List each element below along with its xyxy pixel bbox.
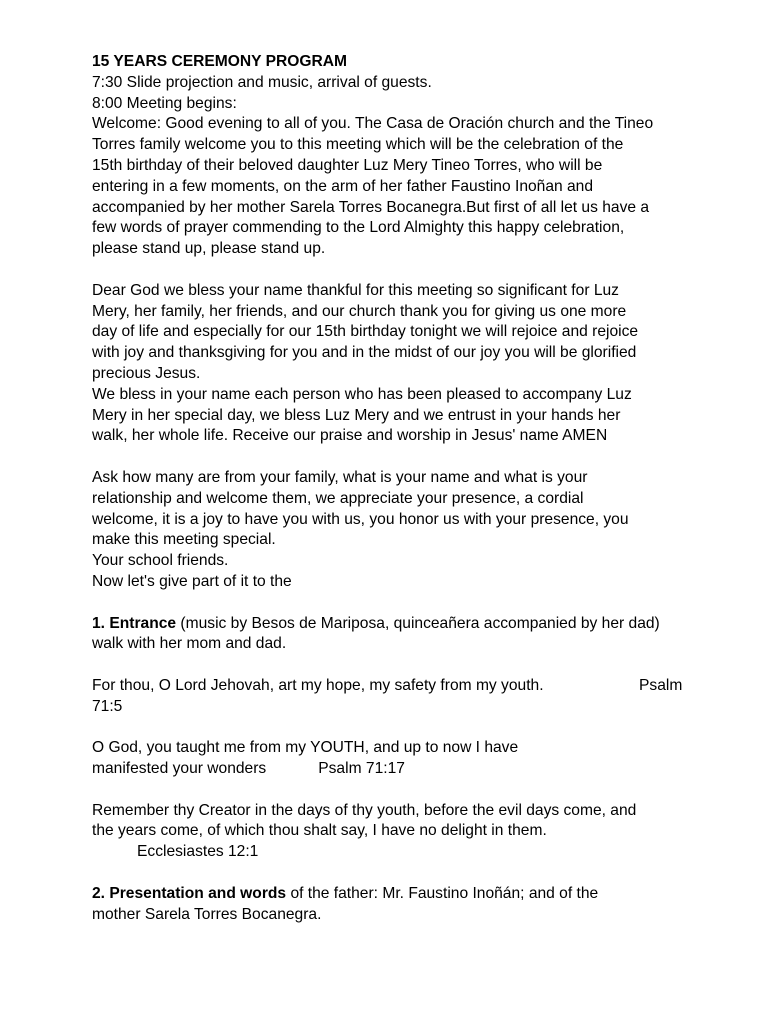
welcome-paragraph (92, 114, 688, 260)
presentation-heading: 2. Presentation and words (92, 884, 287, 902)
entrance-line (92, 614, 688, 635)
verse-citation: Ecclesiastes 12:1 (137, 843, 259, 861)
family-line: welcome, it is a joy to have you with us, you honor us with your presence, you (92, 510, 629, 528)
prayer-line: walk, her whole life. Receive our praise and worship in Jesus' name AMEN (92, 427, 608, 445)
verse-line: Remember thy Creator in the days of thy youth, before the evil days come, and (92, 801, 637, 819)
presentation-line: mother Sarela Torres Bocanegra. (92, 905, 322, 923)
welcome-line: few words of prayer commending to the Lord Almighty this happy celebration, (92, 219, 625, 237)
entrance-description: (music by Besos de Mariposa, quinceañera accompanied by her dad) (176, 614, 660, 632)
verse-ecclesiastes-12-1 (92, 801, 688, 863)
family-line: relationship and welcome them, we appreciate your presence, a cordial (92, 489, 584, 507)
prayer-line: Dear God we bless your name thankful for this meeting so significant for Luz (92, 281, 619, 299)
entrance-section (92, 614, 688, 656)
welcome-line: Welcome: Good evening to all of you. The Casa de Oración church and the Tineo (92, 115, 654, 133)
verse-psalm-71-17 (92, 738, 688, 780)
paragraph-gap (92, 655, 688, 676)
presentation-description: of the father: Mr. Faustino Inoñán; and of the (286, 884, 599, 902)
verse-citation: Psalm 71:17 (318, 760, 405, 778)
family-line: Now let's give part of it to the (92, 572, 292, 590)
paragraph-gap (92, 863, 688, 884)
prayer-line: with joy and thanksgiving for you and in the midst of our joy you will be glorified (92, 344, 637, 362)
paragraph-gap (92, 260, 688, 281)
welcome-line: Torres family welcome you to this meeting which will be the celebration of the (92, 136, 624, 154)
family-line: Your school friends. (92, 552, 229, 570)
verse-line: the years come, of which thou shalt say, I have no delight in them. (92, 822, 547, 840)
presentation-section (92, 884, 688, 926)
family-line: Ask how many are from your family, what is your name and what is your (92, 468, 588, 486)
presentation-line (92, 884, 688, 905)
verse-text: For thou, O Lord Jehovah, art my hope, my safety from my youth. (92, 676, 544, 694)
verse-line: O God, you taught me from my YOUTH, and up to now I have (92, 739, 519, 757)
welcome-line: entering in a few moments, on the arm of her father Faustino Inoñan and (92, 177, 594, 195)
verse-line (92, 759, 688, 780)
prayer-line: Mery, her family, her friends, and our church thank you for giving us one more (92, 302, 627, 320)
schedule-line: 8:00 Meeting begins: (92, 94, 237, 112)
verse-psalm-71-5 (92, 676, 688, 718)
verse-citation-line: 71:5 (92, 697, 123, 715)
welcome-line: accompanied by her mother Sarela Torres Bocanegra.But first of all let us have a (92, 198, 650, 216)
paragraph-gap (92, 718, 688, 739)
prayer-paragraph (92, 281, 688, 447)
document-title: 15 YEARS CEREMONY PROGRAM (92, 53, 348, 70)
prayer-line: Mery in her special day, we bless Luz Mery and we entrust in your hands her (92, 406, 621, 424)
verse-text: manifested your wonders (92, 760, 267, 778)
entrance-heading: 1. Entrance (92, 614, 177, 632)
prayer-line: We bless in your name each person who has been pleased to accompany Luz (92, 385, 632, 403)
prayer-line: precious Jesus. (92, 364, 201, 382)
entrance-line: walk with her mom and dad. (92, 635, 287, 653)
welcome-line: please stand up, please stand up. (92, 240, 326, 258)
paragraph-gap (92, 447, 688, 468)
paragraph-gap (92, 780, 688, 801)
welcome-line: 15th birthday of their beloved daughter Luz Mery Tineo Torres, who will be (92, 156, 603, 174)
paragraph-gap (92, 593, 688, 614)
verse-line (92, 676, 688, 697)
prayer-line: day of life and especially for our 15th birthday tonight we will rejoice and rejoice (92, 323, 639, 341)
verse-citation: Psalm (639, 676, 683, 694)
schedule-line: 7:30 Slide projection and music, arrival of guests. (92, 73, 432, 91)
family-line: make this meeting special. (92, 531, 276, 549)
family-paragraph (92, 468, 688, 593)
